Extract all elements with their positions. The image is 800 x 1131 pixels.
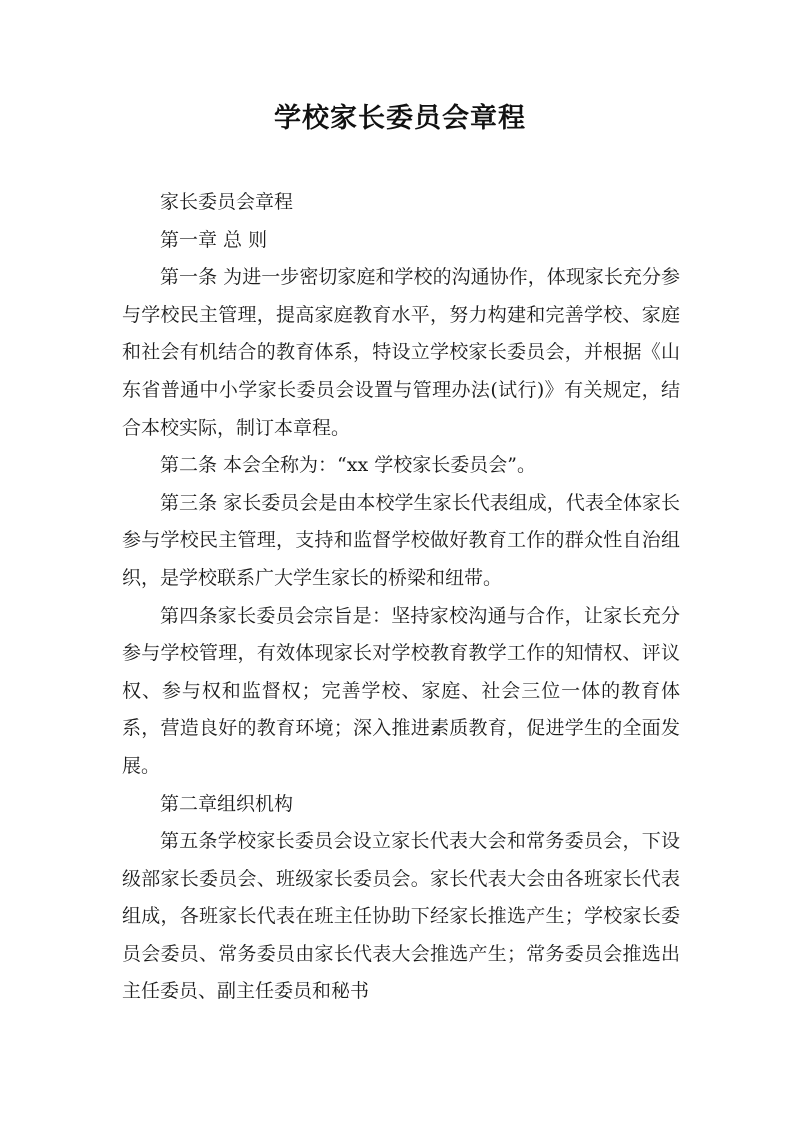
paragraph-article-2: 第二条 本会全称为：“xx 学校家长委员会”。 <box>160 454 536 477</box>
paragraph-subtitle: 家长委员会章程 <box>160 191 294 213</box>
paragraph-article-3: 第三条 家长委员会是由本校学生家长代表组成，代表全体家长参与学校民主管理，支持和监督学校做好教育工作的群众性自治组织，是学校联系广大学生家长的桥梁和纽带。 <box>122 491 680 589</box>
paragraph-article-1: 第一条 为进一步密切家庭和学校的沟通协作，体现家长充分参与学校民主管理，提高家庭教育水平，努力构建和完善学校、家庭和社会有机结合的教育体系，特设立学校家长委员会，并根据《山东省普通中小学家长委员会设置与管理办法(试行)》有关规定，结合本校实际，制订本章程。 <box>122 266 680 439</box>
document-body <box>122 184 680 1011</box>
paragraph-article-5: 第五条学校家长委员会设立家长代表大会和常务委员会，下设级部家长委员会、班级家长委员会。家长代表大会由各班家长代表组成，各班家长代表在班主任协助下经家长推选产生；学校家长委员会委员、常务委员由家长代表大会推选产生；常务委员会推选出主任委员、副主任委员和秘书 <box>122 830 680 1003</box>
paragraph-chapter-1-heading: 第一章 总 则 <box>160 228 268 251</box>
paragraph-article-4: 第四条家长委员会宗旨是：坚持家校沟通与合作，让家长充分参与学校管理，有效体现家长对学校教育教学工作的知情权、评议权、参与权和监督权；完善学校、家庭、社会三位一体的教育体系，营造良好的教育环境；深入推进素质教育，促进学生的全面发展。 <box>122 604 680 777</box>
paragraph-chapter-2-heading: 第二章组织机构 <box>160 792 294 815</box>
document-title: 学校家长委员会章程 <box>274 103 526 134</box>
